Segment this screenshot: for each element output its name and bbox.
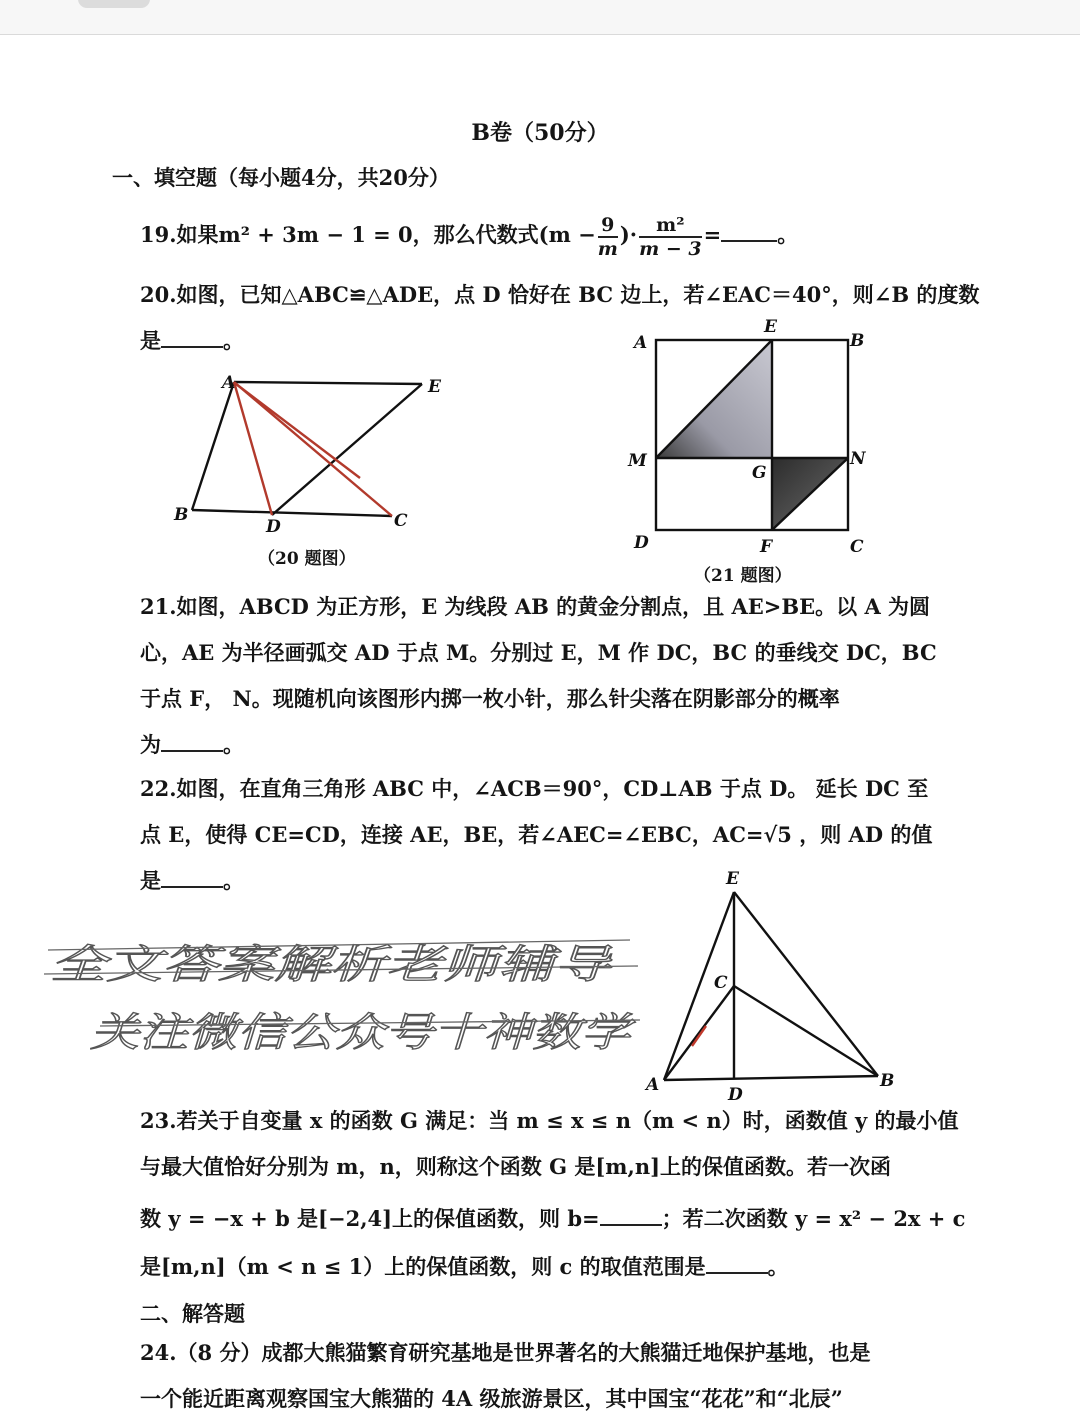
- fig21-caption: （21 题图）: [694, 566, 792, 586]
- fig22-label-e: E: [726, 869, 739, 889]
- q22-line3-suffix: 。: [223, 868, 244, 893]
- figure-20: [160, 370, 460, 540]
- q19-fraction-2: [639, 214, 701, 260]
- fig20-edge-ed: [272, 384, 422, 515]
- fig20-label-e: E: [428, 377, 441, 397]
- q21-line-1: 21.如图，ABCD 为正方形，E 为线段 AB 的黄金分割点，且 AE>BE。以 A 为圆: [140, 594, 931, 619]
- answer-blank-22[interactable]: [161, 886, 223, 888]
- q19-fraction-1: [598, 214, 618, 260]
- fig21-label-d: D: [634, 533, 649, 553]
- answer-blank-21[interactable]: [161, 750, 223, 752]
- section-fill-in-title: 一、填空题（每小题4分，共20分）: [112, 165, 450, 190]
- fig20-edge-ac: [234, 382, 392, 516]
- question-19: [140, 212, 798, 260]
- fig22-edge-ac: [664, 986, 734, 1080]
- fig20-label-a: A: [222, 373, 236, 393]
- fig22-label-b: B: [880, 1071, 895, 1091]
- fig21-label-a: A: [634, 333, 648, 353]
- fig22-edge-be: [734, 892, 878, 1076]
- fig20-label-d: D: [266, 517, 281, 537]
- handwritten-note: [40, 926, 640, 1076]
- fig22-label-c: C: [714, 973, 728, 993]
- fig20-red-stroke: [236, 384, 360, 478]
- q21-line4-suffix: 。: [223, 732, 244, 757]
- q19-frac1-den: m: [597, 237, 618, 260]
- answer-blank-19[interactable]: [721, 240, 777, 242]
- q19-frac1-num: 9: [598, 214, 618, 238]
- answer-blank-20[interactable]: [161, 346, 223, 348]
- q20-line-1: 20.如图，已知△ABC≌△ADE，点 D 恰好在 BC 边上，若∠EAC＝40°，则∠B 的度数: [140, 282, 980, 307]
- q24-line-2: 一个能近距离观察国宝大熊猫的 4A 级旅游景区，其中国宝“花花”和“北辰”: [140, 1386, 843, 1411]
- q24-line-1: 24.（8 分）成都大熊猫繁育研究基地是世界著名的大熊猫迁地保护基地，也是: [140, 1340, 871, 1365]
- fig20-edge-ae: [234, 382, 422, 384]
- section-solution-title: 二、解答题: [140, 1301, 245, 1326]
- handwriting-line-1: 全文答案解析老师辅导: [50, 942, 613, 988]
- q19-frac2-num: m²: [639, 214, 701, 238]
- fig21-label-n: N: [850, 449, 866, 469]
- fig21-label-g: G: [752, 463, 767, 483]
- q19-frac2-den: m − 3: [639, 237, 702, 260]
- fig22-red-mark: [692, 1026, 706, 1046]
- fig21-label-f: F: [760, 537, 773, 557]
- tab-handle[interactable]: [78, 0, 150, 8]
- answer-blank-23a[interactable]: [600, 1224, 662, 1226]
- q20-line2-prefix: 是: [140, 328, 161, 353]
- q23-line-2: 与最大值恰好分别为 m，n，则称这个函数 G 是[m,n]上的保值函数。若一次函: [140, 1154, 892, 1179]
- q23-line3-prefix: 数 y = −x + b 是[−2,4]上的保值函数，则 b=: [140, 1206, 600, 1231]
- q23-line3-suffix: ；若二次函数 y = x² − 2x + c: [661, 1206, 966, 1231]
- q20-line-2: [140, 318, 244, 364]
- q21-line-2: 心，AE 为半径画弧交 AD 于点 M。分别过 E，M 作 DC，BC 的垂线交 DC，BC: [140, 640, 937, 665]
- q19-prefix: 19.如果m² + 3m − 1 = 0，那么代数式(m −: [140, 222, 596, 247]
- top-bar: [0, 0, 1080, 35]
- page-title: B卷（50分）: [471, 120, 609, 146]
- q22-line-1: 22.如图，在直角三角形 ABC 中，∠ACB＝90°，CD⊥AB 于点 D。 延长 DC 至: [140, 776, 929, 801]
- fig22-edge-bc: [734, 986, 878, 1076]
- fig22-label-a: A: [646, 1075, 660, 1095]
- figure-22: [640, 866, 900, 1106]
- fig21-label-e: E: [764, 317, 777, 337]
- q21-line4-prefix: 为: [140, 732, 161, 757]
- figure-21: [620, 312, 880, 562]
- q20-line2-suffix: 。: [223, 328, 244, 353]
- fig20-edge-ab: [192, 382, 234, 510]
- q22-line-2: 点 E，使得 CE=CD，连接 AE，BE，若∠AEC=∠EBC，AC=√5 ，则 AD 的值: [140, 822, 933, 847]
- fig22-edge-ab: [664, 1076, 878, 1080]
- q22-line-3: [140, 858, 244, 904]
- q23-line-4: [140, 1244, 789, 1290]
- q23-line4-suffix: 。: [767, 1254, 789, 1279]
- fig21-label-m: M: [628, 451, 647, 471]
- fig21-label-b: B: [850, 331, 865, 351]
- fig20-label-c: C: [394, 511, 408, 531]
- answer-blank-23b[interactable]: [706, 1272, 768, 1274]
- fig22-label-d: D: [728, 1085, 743, 1105]
- q19-end: 。: [777, 222, 799, 247]
- q23-line4-prefix: 是[m,n]（m < n ≤ 1）上的保值函数，则 c 的取值范围是: [140, 1254, 706, 1279]
- fig20-edge-bc: [192, 510, 392, 516]
- q19-mid: )·: [619, 222, 638, 247]
- fig20-label-b: B: [174, 505, 189, 525]
- fig20-edge-ad: [234, 382, 272, 515]
- q23-line-3: [140, 1196, 965, 1242]
- q19-suffix: =: [703, 222, 722, 247]
- q21-line-3: 于点 F， N。现随机向该图形内掷一枚小针，那么针尖落在阴影部分的概率: [140, 686, 840, 711]
- fig20-caption: （20 题图）: [258, 549, 356, 569]
- fig21-label-c: C: [850, 537, 864, 557]
- q23-line-1: 23.若关于自变量 x 的函数 G 满足：当 m ≤ x ≤ n（m < n）时，函数值 y 的最小值: [140, 1108, 959, 1133]
- handwriting-line-2: 关注微信公众号十神数学: [90, 1010, 637, 1056]
- q22-line3-prefix: 是: [140, 868, 161, 893]
- q21-line-4: [140, 722, 244, 768]
